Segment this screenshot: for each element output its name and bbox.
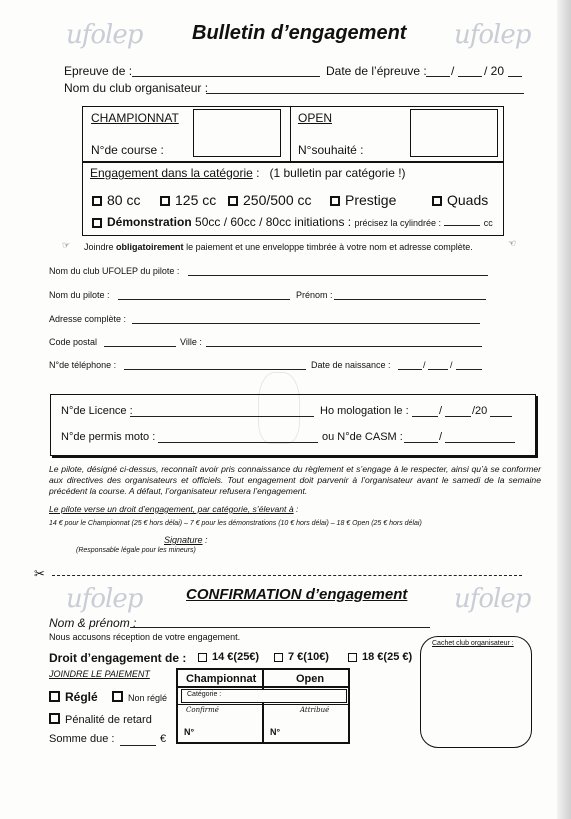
nom-prenom-label: Nom & prénom : (49, 616, 137, 630)
droit-option-7[interactable] (274, 651, 329, 663)
checkbox-icon[interactable] (92, 196, 102, 206)
date-sep: / (451, 64, 455, 78)
category-option-prestige[interactable] (330, 192, 396, 208)
homologation-year-field[interactable] (490, 416, 512, 417)
date-day-field[interactable] (426, 76, 450, 77)
licence-box (50, 394, 536, 456)
droit-option-label: 7 €(10€) (288, 651, 329, 663)
signature-text: Signature (164, 535, 203, 545)
checkbox-icon[interactable] (198, 653, 207, 662)
date-year-field[interactable] (508, 76, 522, 77)
join-note (84, 242, 473, 252)
confirmation-title: CONFIRMATION d’engagement (186, 586, 408, 603)
option-label: 80 cc (107, 192, 141, 208)
category-option-80[interactable] (92, 192, 140, 208)
table-championnat-header: Championnat (186, 673, 257, 685)
table-divider-v (262, 668, 264, 744)
telephone-field[interactable] (124, 369, 306, 370)
adresse-label: Adresse complète : (49, 314, 127, 324)
cylindree-field[interactable] (444, 225, 480, 226)
non-regle-label: Non réglé (128, 693, 168, 703)
date-month-field[interactable] (458, 76, 482, 77)
open-number-box[interactable] (410, 109, 498, 157)
pointing-hand-icon-right: ☜ (508, 238, 517, 248)
course-number-label: N°de course : (91, 143, 164, 157)
droit-option-14[interactable] (198, 651, 259, 663)
cachet-box[interactable] (420, 636, 532, 748)
casm-field-b[interactable] (445, 442, 515, 443)
demo-label: Démonstration (107, 215, 192, 229)
table-confirme-label: Confirmé (186, 706, 219, 714)
page-edge-shadow (557, 0, 571, 819)
category-heading-text: Engagement dans la catégorie (90, 166, 253, 180)
casm-label: ou N°de CASM : (322, 431, 403, 443)
checkbox-icon[interactable] (49, 691, 60, 702)
homologation-label: Ho mologation le : (320, 405, 409, 417)
date-year-prefix: / 20 (484, 64, 505, 78)
course-box-divider (290, 106, 291, 162)
pointing-hand-icon-left: ☞ (62, 240, 71, 250)
checkbox-icon[interactable] (49, 713, 60, 724)
cut-line (52, 575, 522, 576)
open-heading: OPEN (298, 111, 333, 125)
ufolep-logo-left: ufolep (66, 20, 143, 50)
code-postal-label: Code postal (49, 337, 98, 347)
prenom-label: Prénom : (296, 290, 333, 300)
homologation-month-field[interactable] (445, 416, 471, 417)
category-option-250-500[interactable] (228, 192, 312, 208)
epreuve-field[interactable] (132, 76, 320, 77)
regle-option[interactable] (49, 688, 98, 706)
table-category-label: Catégorie : (187, 691, 222, 698)
checkbox-icon[interactable] (160, 196, 170, 206)
club-organisateur-field[interactable] (206, 93, 524, 94)
page-title: Bulletin d’engagement (192, 22, 407, 44)
droit-option-18[interactable] (348, 651, 412, 663)
homologation-year-prefix: /20 (472, 405, 488, 417)
nom-prenom-field[interactable] (130, 627, 430, 628)
euro-symbol: € (160, 733, 167, 745)
table-no-championnat: N° (184, 727, 195, 737)
naissance-month-field[interactable] (428, 369, 448, 370)
signature-note: (Responsable légale pour les mineurs) (76, 547, 196, 554)
club-pilote-label: Nom du club UFOLEP du pilote : (49, 266, 180, 276)
option-label: 125 cc (175, 192, 217, 208)
ufolep-logo-right: ufolep (454, 20, 531, 50)
category-heading (90, 166, 406, 180)
join-bold: obligatoirement (116, 242, 184, 252)
somme-field[interactable] (120, 745, 156, 746)
penalite-option[interactable] (49, 710, 152, 728)
checkbox-icon[interactable] (348, 653, 357, 662)
souhaite-label: N°souhaité : (298, 143, 364, 157)
checkbox-icon[interactable] (228, 196, 238, 206)
naissance-label: Date de naissance : (311, 360, 391, 370)
naissance-sep2: / (450, 360, 453, 370)
receipt-text: Nous accusons réception de votre engagement. (49, 632, 241, 642)
demo-unit: cc (483, 218, 493, 228)
option-label: Prestige (345, 192, 397, 208)
homologation-sep: / (439, 405, 443, 417)
category-option-125[interactable] (160, 192, 216, 208)
cachet-label: Cachet club organisateur : (432, 640, 514, 647)
penalite-label: Pénalité de retard (65, 714, 152, 726)
ville-label: Ville : (180, 337, 202, 347)
licence-field[interactable] (130, 416, 314, 417)
checkbox-icon[interactable] (432, 196, 442, 206)
ufolep-logo-right-2: ufolep (454, 584, 531, 614)
table-attribue-label: Attribué (300, 706, 330, 714)
ufolep-logo-left-2: ufolep (66, 584, 143, 614)
epreuve-label: Epreuve de : (64, 64, 133, 78)
regle-label: Réglé (65, 690, 98, 704)
table-no-open: N° (270, 727, 281, 737)
option-label: Quads (447, 192, 489, 208)
non-regle-option[interactable] (112, 688, 167, 706)
scissors-icon: ✂ (34, 566, 45, 581)
nom-pilote-label: Nom du pilote : (49, 290, 110, 300)
fees-heading: Le pilote verse un droit d’engagement, par catégorie, s’élevant à : (49, 504, 299, 514)
club-organisateur-label: Nom du club organisateur : (64, 81, 209, 95)
signature-colon: : (205, 535, 208, 545)
casm-field-a[interactable] (404, 442, 438, 443)
category-option-quads[interactable] (432, 192, 488, 208)
fees-heading-text: Le pilote verse un droit d’engagement, par catégorie, s’élevant à (49, 504, 294, 514)
club-pilote-field[interactable] (188, 275, 488, 276)
homologation-day-field[interactable] (412, 416, 438, 417)
demo-precise: précisez la cylindrée : (354, 218, 441, 228)
signature-label (164, 535, 208, 545)
ville-field[interactable] (206, 346, 482, 347)
category-note: (1 bulletin par catégorie !) (269, 166, 406, 180)
join-rest: le paiement et une enveloppe timbrée à votre nom et adresse complète. (186, 242, 473, 252)
somme-label: Somme due : (49, 733, 115, 745)
casm-sep: / (439, 431, 443, 443)
table-open-header: Open (296, 673, 325, 685)
licence-label: N°de Licence : (61, 405, 133, 417)
declaration-text: Le pilote, désigné ci-dessus, reconnaît avoir pris connaissance du règlement et s’engage à le respecter, ainsi qu’à se conformer aux directives des organisateurs et officiels. Tout engagement doit parvenir à l’organisateur avant le samedi de la semaine précédent la course. A défaut, l’organisateur refusera l’engagement. (49, 464, 541, 496)
permis-field[interactable] (158, 442, 318, 443)
table-divider-h2 (176, 704, 350, 705)
permis-label: N°de permis moto : (61, 431, 156, 443)
championnat-heading: CHAMPIONNAT (91, 111, 179, 125)
checkbox-icon[interactable] (92, 218, 102, 228)
category-heading-colon: : (256, 166, 260, 180)
droit-label: Droit d’engagement de : (49, 651, 187, 665)
droit-option-label: 18 €(25 €) (362, 651, 413, 663)
naissance-year-field[interactable] (456, 369, 482, 370)
naissance-day-field[interactable] (398, 369, 422, 370)
checkbox-icon[interactable] (330, 196, 340, 206)
telephone-label: N°de téléphone : (49, 360, 117, 370)
championnat-number-box[interactable] (193, 109, 281, 157)
checkbox-icon[interactable] (112, 691, 123, 702)
adresse-field[interactable] (132, 323, 480, 324)
fees-line: 14 € pour le Championnat (25 € hors délai) – 7 € pour les démonstrations (10 € hors délai) – 18 € Open (25 € hors délai) (49, 520, 422, 527)
droit-option-label: 14 €(25€) (212, 651, 260, 663)
date-label: Date de l’épreuve : (326, 64, 427, 78)
code-postal-field[interactable] (104, 346, 176, 347)
prenom-field[interactable] (334, 299, 486, 300)
category-option-demonstration[interactable] (92, 215, 493, 229)
demo-text: 50cc / 60cc / 80cc initiations : (195, 215, 352, 229)
join-prefix: Joindre (84, 242, 114, 252)
checkbox-icon[interactable] (274, 653, 283, 662)
option-label: 250/500 cc (243, 192, 312, 208)
joindre-paiement: JOINDRE LE PAIEMENT (49, 669, 150, 679)
table-divider-h (176, 686, 350, 688)
naissance-sep1: / (423, 360, 426, 370)
nom-pilote-field[interactable] (118, 299, 290, 300)
